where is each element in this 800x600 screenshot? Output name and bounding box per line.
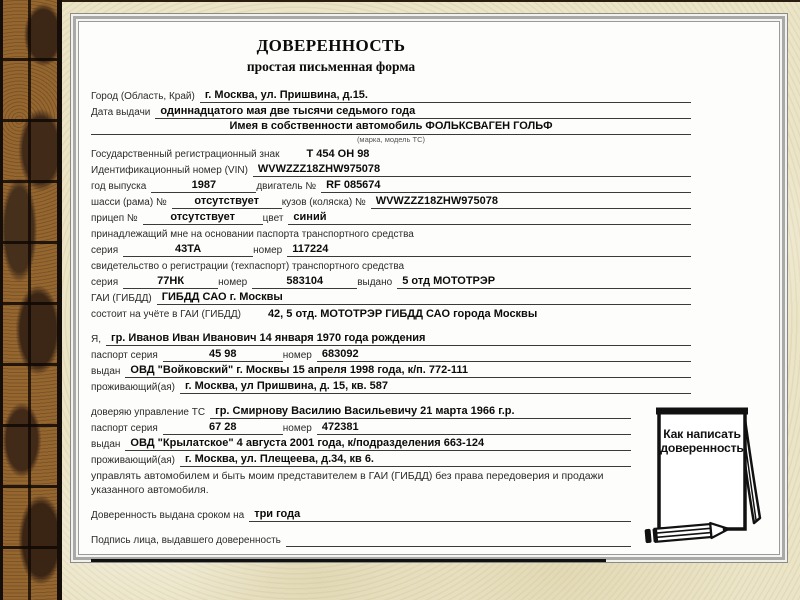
form-value: 683092 xyxy=(317,348,691,362)
form-value: ОВД "Крылатское" 4 августа 2001 года, к/подразделения 663-124 xyxy=(125,437,631,451)
form-label: Идентификационный номер (VIN) xyxy=(91,165,248,176)
notepad-text-line2: доверенность xyxy=(660,441,744,455)
form-label: Доверенность выдана сроком на xyxy=(91,510,245,521)
form-label: проживающий(ая) xyxy=(91,382,175,393)
form-value: Т 454 ОН 98 xyxy=(306,148,370,160)
form-row xyxy=(91,87,691,103)
form-label: номер xyxy=(218,277,248,288)
form-row xyxy=(91,435,631,451)
form-label: доверяю управление ТС xyxy=(91,407,206,418)
form-value: г. Москва, ул Пришвина, д. 15, кв. 587 xyxy=(180,380,691,394)
form-value: 472381 xyxy=(317,421,631,435)
form-value: 5 отд МОТОТРЭР xyxy=(397,275,691,289)
form-value: г. Москва, ул. Плещеева, д.34, кв 6. xyxy=(180,453,631,467)
form-value: 45 98 xyxy=(163,348,283,362)
form-label: паспорт серия xyxy=(91,423,158,434)
form-row xyxy=(91,145,691,161)
form-label: выдан xyxy=(91,366,121,377)
form-row xyxy=(91,362,691,378)
poa-form-sheet xyxy=(78,21,780,555)
leather-border-strip xyxy=(0,0,62,600)
form-label: паспорт серия xyxy=(91,350,158,361)
form-title: ДОВЕРЕННОСТЬ xyxy=(256,36,406,55)
how-to-write-notepad-illustration xyxy=(643,404,775,546)
document-frame-inner xyxy=(73,16,785,560)
form-value: ОВД "Войковский" г. Москвы 15 апреля 1998 года, к/п. 772-111 xyxy=(125,364,691,378)
form-label: свидетельство о регистрации (техпаспорт) транспортного средства xyxy=(91,261,405,272)
form-value: ГИБДД САО г. Москвы xyxy=(157,291,691,305)
form-row xyxy=(91,193,691,209)
form-row xyxy=(91,403,631,419)
form-row xyxy=(91,531,631,547)
form-label: принадлежащий мне на основании паспорта транспортного средства xyxy=(91,229,414,240)
form-label: серия xyxy=(91,277,119,288)
form-value: 67 28 xyxy=(163,421,283,435)
form-value: отсутствует xyxy=(172,195,282,209)
form-label: год выпуска xyxy=(91,181,147,192)
form-value: одиннадцатого мая две тысячи седьмого года xyxy=(155,105,691,119)
form-label: двигатель № xyxy=(256,181,317,192)
form-value: отсутствует xyxy=(143,211,263,225)
bottom-rule xyxy=(91,559,606,562)
form-row xyxy=(91,419,631,435)
form-row xyxy=(91,451,631,467)
form-row xyxy=(91,257,691,273)
form-row xyxy=(91,305,691,321)
form-label: прицеп № xyxy=(91,213,138,224)
form-label: цвет xyxy=(262,213,284,224)
form-row xyxy=(91,506,631,522)
form-label: Дата выдачи xyxy=(91,107,151,118)
form-label: Государственный регистрационный знак xyxy=(91,149,280,160)
form-row xyxy=(91,161,691,177)
form-value: 583104 xyxy=(252,275,357,289)
form-row xyxy=(91,241,691,257)
form-value: RF 085674 xyxy=(321,179,691,193)
form-label: Подпись лица, выдавшего доверенность xyxy=(91,535,281,546)
form-row xyxy=(91,103,691,119)
field-caption: (марка, модель ТС) xyxy=(356,135,426,144)
form-row xyxy=(91,330,691,346)
form-label: проживающий(ая) xyxy=(91,455,175,466)
form-value: г. Москва, ул. Пришвина, д.15. xyxy=(200,89,691,103)
notepad-text-line1: Как написать xyxy=(663,427,741,441)
form-body xyxy=(91,87,691,562)
form-value: 42, 5 отд. МОТОТРЭР ГИБДД САО города Москвы xyxy=(267,308,538,320)
slide-top-edge-line xyxy=(0,0,800,2)
form-label: кузов (коляска) № xyxy=(281,197,366,208)
form-label: номер xyxy=(282,423,312,434)
form-value: 117224 xyxy=(287,243,691,257)
document-frame xyxy=(70,13,788,563)
form-label: шасси (рама) № xyxy=(91,197,167,208)
form-value: три года xyxy=(249,508,631,522)
form-value: гр. Смирнову Василию Васильевичу 21 марта 1966 г.р. xyxy=(210,405,631,419)
form-value: 1987 xyxy=(151,179,256,193)
form-label: серия xyxy=(91,245,119,256)
form-value: 43ТА xyxy=(123,243,253,257)
form-row xyxy=(91,378,691,394)
form-title-block xyxy=(91,36,571,75)
notepad-pencil-icon xyxy=(643,404,775,546)
form-row xyxy=(91,346,691,362)
form-value: 77НК xyxy=(123,275,218,289)
form-value: WVWZZZ18ZHW975078 xyxy=(253,163,691,177)
form-label: выдано xyxy=(357,277,393,288)
form-value: гр. Иванов Иван Иванович 14 января 1970 года рождения xyxy=(106,332,691,346)
form-label: номер xyxy=(282,350,312,361)
form-subtitle: простая письменная форма xyxy=(246,59,416,74)
form-row xyxy=(91,289,691,305)
form-row xyxy=(91,225,691,241)
form-row xyxy=(91,209,691,225)
vehicle-ownership-line: Имея в собственности автомобиль ФОЛЬКСВАГЕН ГОЛЬФ xyxy=(91,119,691,135)
form-label: ГАИ (ГИБДД) xyxy=(91,293,152,304)
form-label: состоит на учёте в ГАИ (ГИБДД) xyxy=(91,309,241,320)
form-value: WVWZZZ18ZHW975078 xyxy=(371,195,691,209)
authorization-text: управлять автомобилем и быть моим представителем в ГАИ (ГИБДД) без права передоверия и продажи указанного автомобиля. xyxy=(91,470,604,496)
form-value xyxy=(286,546,631,547)
form-label: номер xyxy=(253,245,283,256)
form-value: синий xyxy=(288,211,691,225)
form-row xyxy=(91,273,691,289)
form-row xyxy=(91,177,691,193)
form-label: Я, xyxy=(91,334,101,345)
form-label: Город (Область, Край) xyxy=(91,91,195,102)
form-label: выдан xyxy=(91,439,121,450)
